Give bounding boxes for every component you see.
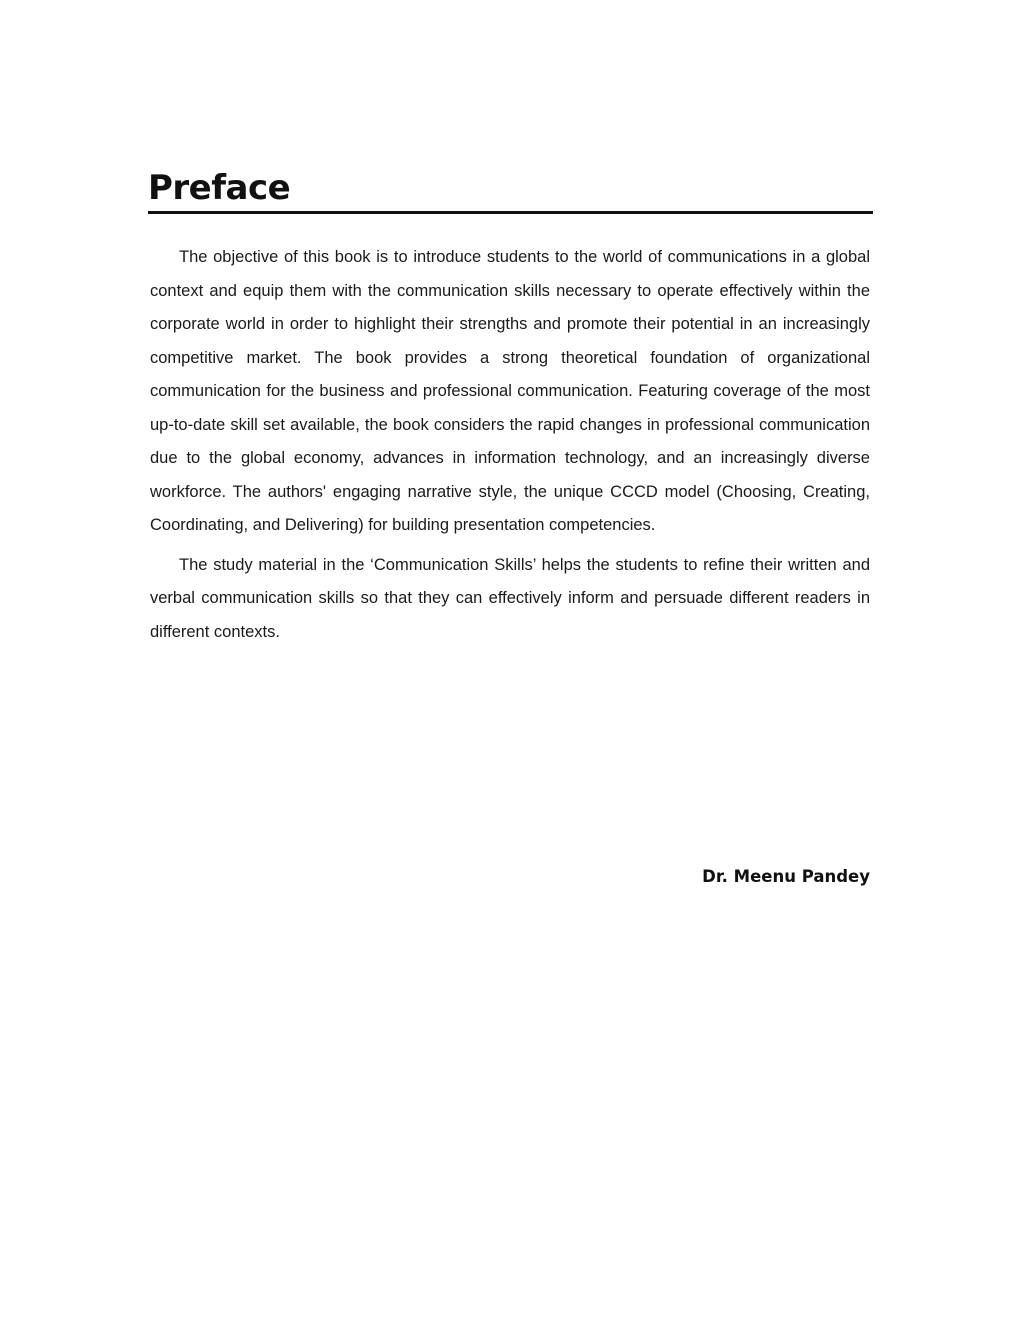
title-underline — [148, 211, 873, 214]
body-paragraph: The study material in the ‘Communication Skills’ helps the students to refine their written and verbal communication skills so that they can effectively inform and persuade different readers in different contexts. — [150, 555, 870, 641]
author-signature: Dr. Meenu Pandey — [702, 867, 870, 886]
preface-body — [150, 241, 870, 655]
body-paragraph: The objective of this book is to introduce students to the world of communications in a global context and equip them with the communication skills necessary to operate effectively within the corporate world in order to highlight their strengths and promote their potential in an increasingly competitive market. The book provides a strong theoretical foundation of organizational communication for the business and professional communication. Featuring coverage of the most up-to-date skill set available, the book considers the rapid changes in professional communication due to the global economy, advances in information technology, and an increasingly diverse workforce. The authors' engaging narrative style, the unique CCCD model (Choosing, Creating, Coordinating, and Delivering) for building presentation competencies. — [150, 248, 870, 534]
page-title: Preface — [148, 168, 291, 208]
